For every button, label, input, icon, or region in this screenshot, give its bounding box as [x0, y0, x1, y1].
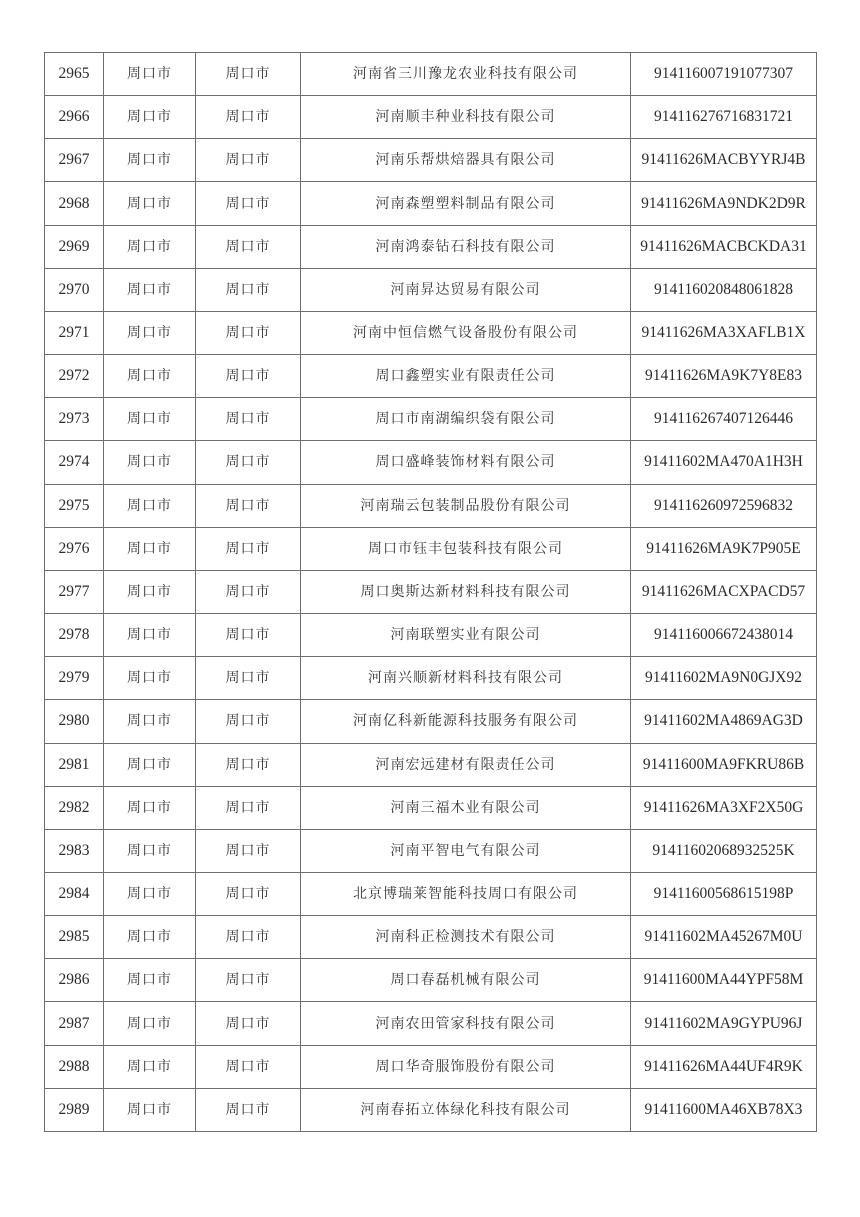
company-name-cell: 河南农田管家科技有限公司	[301, 1002, 631, 1045]
city-cell: 周口市	[104, 786, 196, 829]
company-name-cell: 河南春拓立体绿化科技有限公司	[301, 1088, 631, 1131]
company-name-cell: 河南亿科新能源科技服务有限公司	[301, 700, 631, 743]
company-name-cell: 周口华奇服饰股份有限公司	[301, 1045, 631, 1088]
district-cell: 周口市	[196, 657, 301, 700]
credit-code-cell: 91411626MA3XF2X50G	[631, 786, 817, 829]
row-number-cell: 2986	[45, 959, 104, 1002]
credit-code-cell: 91411602MA4869AG3D	[631, 700, 817, 743]
city-cell: 周口市	[104, 311, 196, 354]
credit-code-cell: 91411626MACXPACD57	[631, 570, 817, 613]
company-name-cell: 河南瑞云包装制品股份有限公司	[301, 484, 631, 527]
table-row	[45, 1088, 817, 1131]
table-row	[45, 829, 817, 872]
company-name-cell: 河南森塑塑料制品有限公司	[301, 182, 631, 225]
company-name-cell: 河南中恒信燃气设备股份有限公司	[301, 311, 631, 354]
company-name-cell: 河南鸿泰钻石科技有限公司	[301, 225, 631, 268]
city-cell: 周口市	[104, 139, 196, 182]
city-cell: 周口市	[104, 1088, 196, 1131]
city-cell: 周口市	[104, 268, 196, 311]
district-cell: 周口市	[196, 872, 301, 915]
company-name-cell: 河南平智电气有限公司	[301, 829, 631, 872]
table-row	[45, 786, 817, 829]
city-cell: 周口市	[104, 743, 196, 786]
company-name-cell: 周口奥斯达新材料科技有限公司	[301, 570, 631, 613]
city-cell: 周口市	[104, 1002, 196, 1045]
company-name-cell: 河南宏远建材有限责任公司	[301, 743, 631, 786]
row-number-cell: 2972	[45, 355, 104, 398]
credit-code-cell: 91411602MA470A1H3H	[631, 441, 817, 484]
city-cell: 周口市	[104, 441, 196, 484]
row-number-cell: 2981	[45, 743, 104, 786]
table-row	[45, 743, 817, 786]
district-cell: 周口市	[196, 398, 301, 441]
credit-code-cell: 91411602MA9GYPU96J	[631, 1002, 817, 1045]
row-number-cell: 2975	[45, 484, 104, 527]
row-number-cell: 2989	[45, 1088, 104, 1131]
row-number-cell: 2970	[45, 268, 104, 311]
credit-code-cell: 914116267407126446	[631, 398, 817, 441]
table-row	[45, 182, 817, 225]
credit-code-cell: 91411600568615198P	[631, 872, 817, 915]
row-number-cell: 2966	[45, 96, 104, 139]
city-cell: 周口市	[104, 700, 196, 743]
city-cell: 周口市	[104, 53, 196, 96]
city-cell: 周口市	[104, 829, 196, 872]
row-number-cell: 2969	[45, 225, 104, 268]
company-name-cell: 周口市南湖编织袋有限公司	[301, 398, 631, 441]
district-cell: 周口市	[196, 916, 301, 959]
district-cell: 周口市	[196, 786, 301, 829]
table-row	[45, 139, 817, 182]
document-page	[44, 52, 816, 1132]
row-number-cell: 2973	[45, 398, 104, 441]
row-number-cell: 2985	[45, 916, 104, 959]
credit-code-cell: 91411626MA9K7Y8E83	[631, 355, 817, 398]
credit-code-cell: 91411626MACBYYRJ4B	[631, 139, 817, 182]
credit-code-cell: 91411626MACBCKDA31	[631, 225, 817, 268]
row-number-cell: 2967	[45, 139, 104, 182]
city-cell: 周口市	[104, 225, 196, 268]
credit-code-cell: 914116020848061828	[631, 268, 817, 311]
row-number-cell: 2965	[45, 53, 104, 96]
company-name-cell: 周口春磊机械有限公司	[301, 959, 631, 1002]
district-cell: 周口市	[196, 355, 301, 398]
credit-code-cell: 91411602068932525K	[631, 829, 817, 872]
table-row	[45, 916, 817, 959]
credit-code-cell: 914116260972596832	[631, 484, 817, 527]
table-row	[45, 53, 817, 96]
district-cell: 周口市	[196, 527, 301, 570]
table-row	[45, 959, 817, 1002]
company-name-cell: 河南兴顺新材料科技有限公司	[301, 657, 631, 700]
company-name-cell: 河南联塑实业有限公司	[301, 614, 631, 657]
credit-code-cell: 91411626MA9NDK2D9R	[631, 182, 817, 225]
district-cell: 周口市	[196, 1045, 301, 1088]
credit-code-cell: 91411600MA44YPF58M	[631, 959, 817, 1002]
table-row	[45, 657, 817, 700]
table-row	[45, 614, 817, 657]
company-name-cell: 河南顺丰种业科技有限公司	[301, 96, 631, 139]
city-cell: 周口市	[104, 657, 196, 700]
district-cell: 周口市	[196, 484, 301, 527]
company-name-cell: 河南科正检测技术有限公司	[301, 916, 631, 959]
district-cell: 周口市	[196, 1002, 301, 1045]
row-number-cell: 2968	[45, 182, 104, 225]
table-row	[45, 872, 817, 915]
table-row	[45, 484, 817, 527]
row-number-cell: 2987	[45, 1002, 104, 1045]
company-name-cell: 北京博瑞莱智能科技周口有限公司	[301, 872, 631, 915]
district-cell: 周口市	[196, 1088, 301, 1131]
city-cell: 周口市	[104, 484, 196, 527]
district-cell: 周口市	[196, 614, 301, 657]
row-number-cell: 2979	[45, 657, 104, 700]
credit-code-cell: 914116007191077307	[631, 53, 817, 96]
table-row	[45, 355, 817, 398]
credit-code-cell: 91411602MA45267M0U	[631, 916, 817, 959]
credit-code-cell: 91411600MA46XB78X3	[631, 1088, 817, 1131]
city-cell: 周口市	[104, 959, 196, 1002]
table-row	[45, 311, 817, 354]
credit-code-cell: 91411626MA44UF4R9K	[631, 1045, 817, 1088]
table-row	[45, 570, 817, 613]
row-number-cell: 2974	[45, 441, 104, 484]
company-name-cell: 周口市钰丰包装科技有限公司	[301, 527, 631, 570]
credit-code-cell: 91411626MA9K7P905E	[631, 527, 817, 570]
credit-code-cell: 91411626MA3XAFLB1X	[631, 311, 817, 354]
company-name-cell: 河南昇达贸易有限公司	[301, 268, 631, 311]
city-cell: 周口市	[104, 355, 196, 398]
district-cell: 周口市	[196, 139, 301, 182]
table-row	[45, 1045, 817, 1088]
city-cell: 周口市	[104, 570, 196, 613]
table-row	[45, 441, 817, 484]
district-cell: 周口市	[196, 743, 301, 786]
company-name-cell: 河南三福木业有限公司	[301, 786, 631, 829]
row-number-cell: 2988	[45, 1045, 104, 1088]
table-row	[45, 700, 817, 743]
city-cell: 周口市	[104, 614, 196, 657]
company-name-cell: 河南乐帮烘焙器具有限公司	[301, 139, 631, 182]
row-number-cell: 2976	[45, 527, 104, 570]
district-cell: 周口市	[196, 700, 301, 743]
credit-code-cell: 91411602MA9N0GJX92	[631, 657, 817, 700]
district-cell: 周口市	[196, 570, 301, 613]
company-name-cell: 周口鑫塑实业有限责任公司	[301, 355, 631, 398]
district-cell: 周口市	[196, 829, 301, 872]
company-table-body	[45, 53, 817, 1132]
city-cell: 周口市	[104, 182, 196, 225]
row-number-cell: 2984	[45, 872, 104, 915]
row-number-cell: 2982	[45, 786, 104, 829]
company-table	[44, 52, 817, 1132]
city-cell: 周口市	[104, 398, 196, 441]
row-number-cell: 2978	[45, 614, 104, 657]
district-cell: 周口市	[196, 959, 301, 1002]
table-row	[45, 1002, 817, 1045]
credit-code-cell: 914116276716831721	[631, 96, 817, 139]
city-cell: 周口市	[104, 96, 196, 139]
district-cell: 周口市	[196, 268, 301, 311]
city-cell: 周口市	[104, 872, 196, 915]
district-cell: 周口市	[196, 311, 301, 354]
city-cell: 周口市	[104, 1045, 196, 1088]
table-row	[45, 225, 817, 268]
row-number-cell: 2971	[45, 311, 104, 354]
city-cell: 周口市	[104, 527, 196, 570]
district-cell: 周口市	[196, 96, 301, 139]
district-cell: 周口市	[196, 182, 301, 225]
table-row	[45, 268, 817, 311]
row-number-cell: 2977	[45, 570, 104, 613]
table-row	[45, 398, 817, 441]
city-cell: 周口市	[104, 916, 196, 959]
district-cell: 周口市	[196, 225, 301, 268]
table-row	[45, 527, 817, 570]
row-number-cell: 2980	[45, 700, 104, 743]
row-number-cell: 2983	[45, 829, 104, 872]
table-row	[45, 96, 817, 139]
district-cell: 周口市	[196, 53, 301, 96]
company-name-cell: 周口盛峰装饰材料有限公司	[301, 441, 631, 484]
district-cell: 周口市	[196, 441, 301, 484]
credit-code-cell: 91411600MA9FKRU86B	[631, 743, 817, 786]
credit-code-cell: 914116006672438014	[631, 614, 817, 657]
company-name-cell: 河南省三川豫龙农业科技有限公司	[301, 53, 631, 96]
